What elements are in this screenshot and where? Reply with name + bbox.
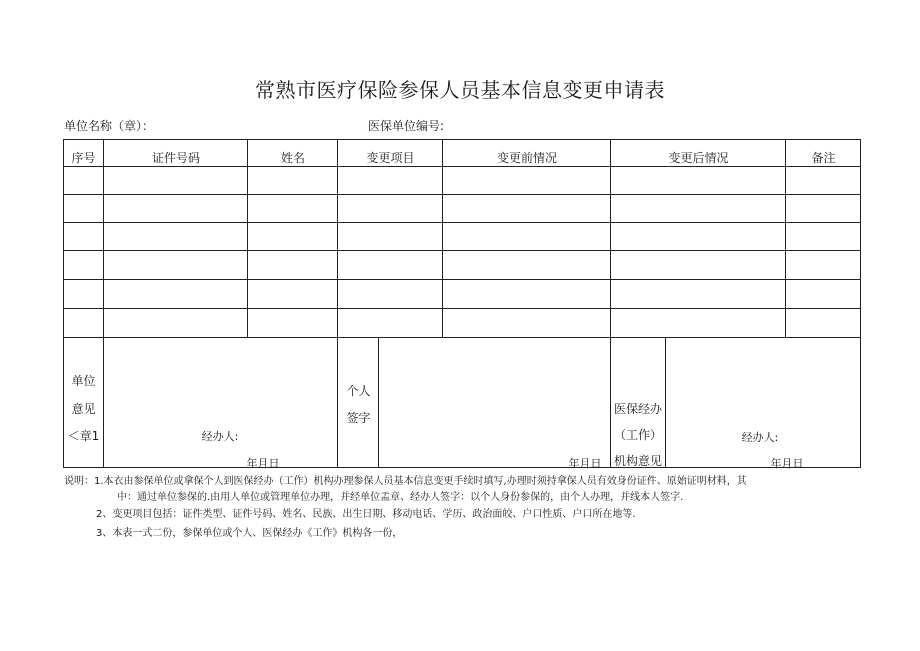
insurance-unit-number-label: 医保单位编号: <box>368 119 445 133</box>
agency-opinion-label-line2: （工作） <box>613 428 662 442</box>
unit-opinion-label-line2: 意见 <box>71 402 96 416</box>
personal-signature-label-line1: 个人 <box>346 384 371 398</box>
column-header-name: 姓名 <box>280 151 305 165</box>
unit-date-label: 年月日 <box>246 457 280 470</box>
note-line-2: 中：通过单位参保的.由用人单位或管理单位办理，并经单位盂章、经办人签字：以个人身份参保的，由个人办理，并线本人签字. <box>117 492 684 503</box>
column-header-remarks: 备注 <box>811 151 836 165</box>
unit-name-label: 单位名称（章）： <box>64 119 155 133</box>
personal-date-label: 年月日 <box>568 457 602 470</box>
unit-opinion-label-line1: 单位 <box>71 374 96 388</box>
agency-opinion-label-line1: 医保经办 <box>613 402 662 416</box>
column-header-index: 序号 <box>71 151 96 165</box>
agency-date-label: 年月日 <box>770 457 804 470</box>
column-header-change-item: 变更项目 <box>366 151 415 165</box>
form-title: 常熟市医疗保险参保人员基本信息变更申请表 <box>255 78 665 102</box>
column-header-id-number: 证件号码 <box>151 151 200 165</box>
note-line-4: 3、本表一式二份，参保单位或个人、医保经办《工作》机构各一份， <box>96 528 403 539</box>
column-header-after-change: 变更后情况 <box>668 151 729 165</box>
column-header-before-change: 变更前情况 <box>496 151 557 165</box>
note-line-1: 说明：1.本衣由参保单位或拿保个人到医保经办（工作）机构办理参保人员基本信息变更手续时填写,办理时须持拿保人员有效身份证件、原始证明材料，其 <box>64 476 747 487</box>
unit-opinion-label-line3: ＜章1 <box>67 429 100 443</box>
unit-handler-label: 经办人: <box>201 430 239 443</box>
agency-opinion-label-line3: 机构意见 <box>613 454 662 468</box>
agency-handler-label: 经办人: <box>741 431 779 444</box>
note-line-3: 2、变更项目包括：证件类型、证件号码、姓名、民族、出生日期、移动电话、学历、政治面皎、户口性质、户口所在地等. <box>96 509 636 520</box>
personal-signature-label-line2: 签字 <box>346 411 371 425</box>
